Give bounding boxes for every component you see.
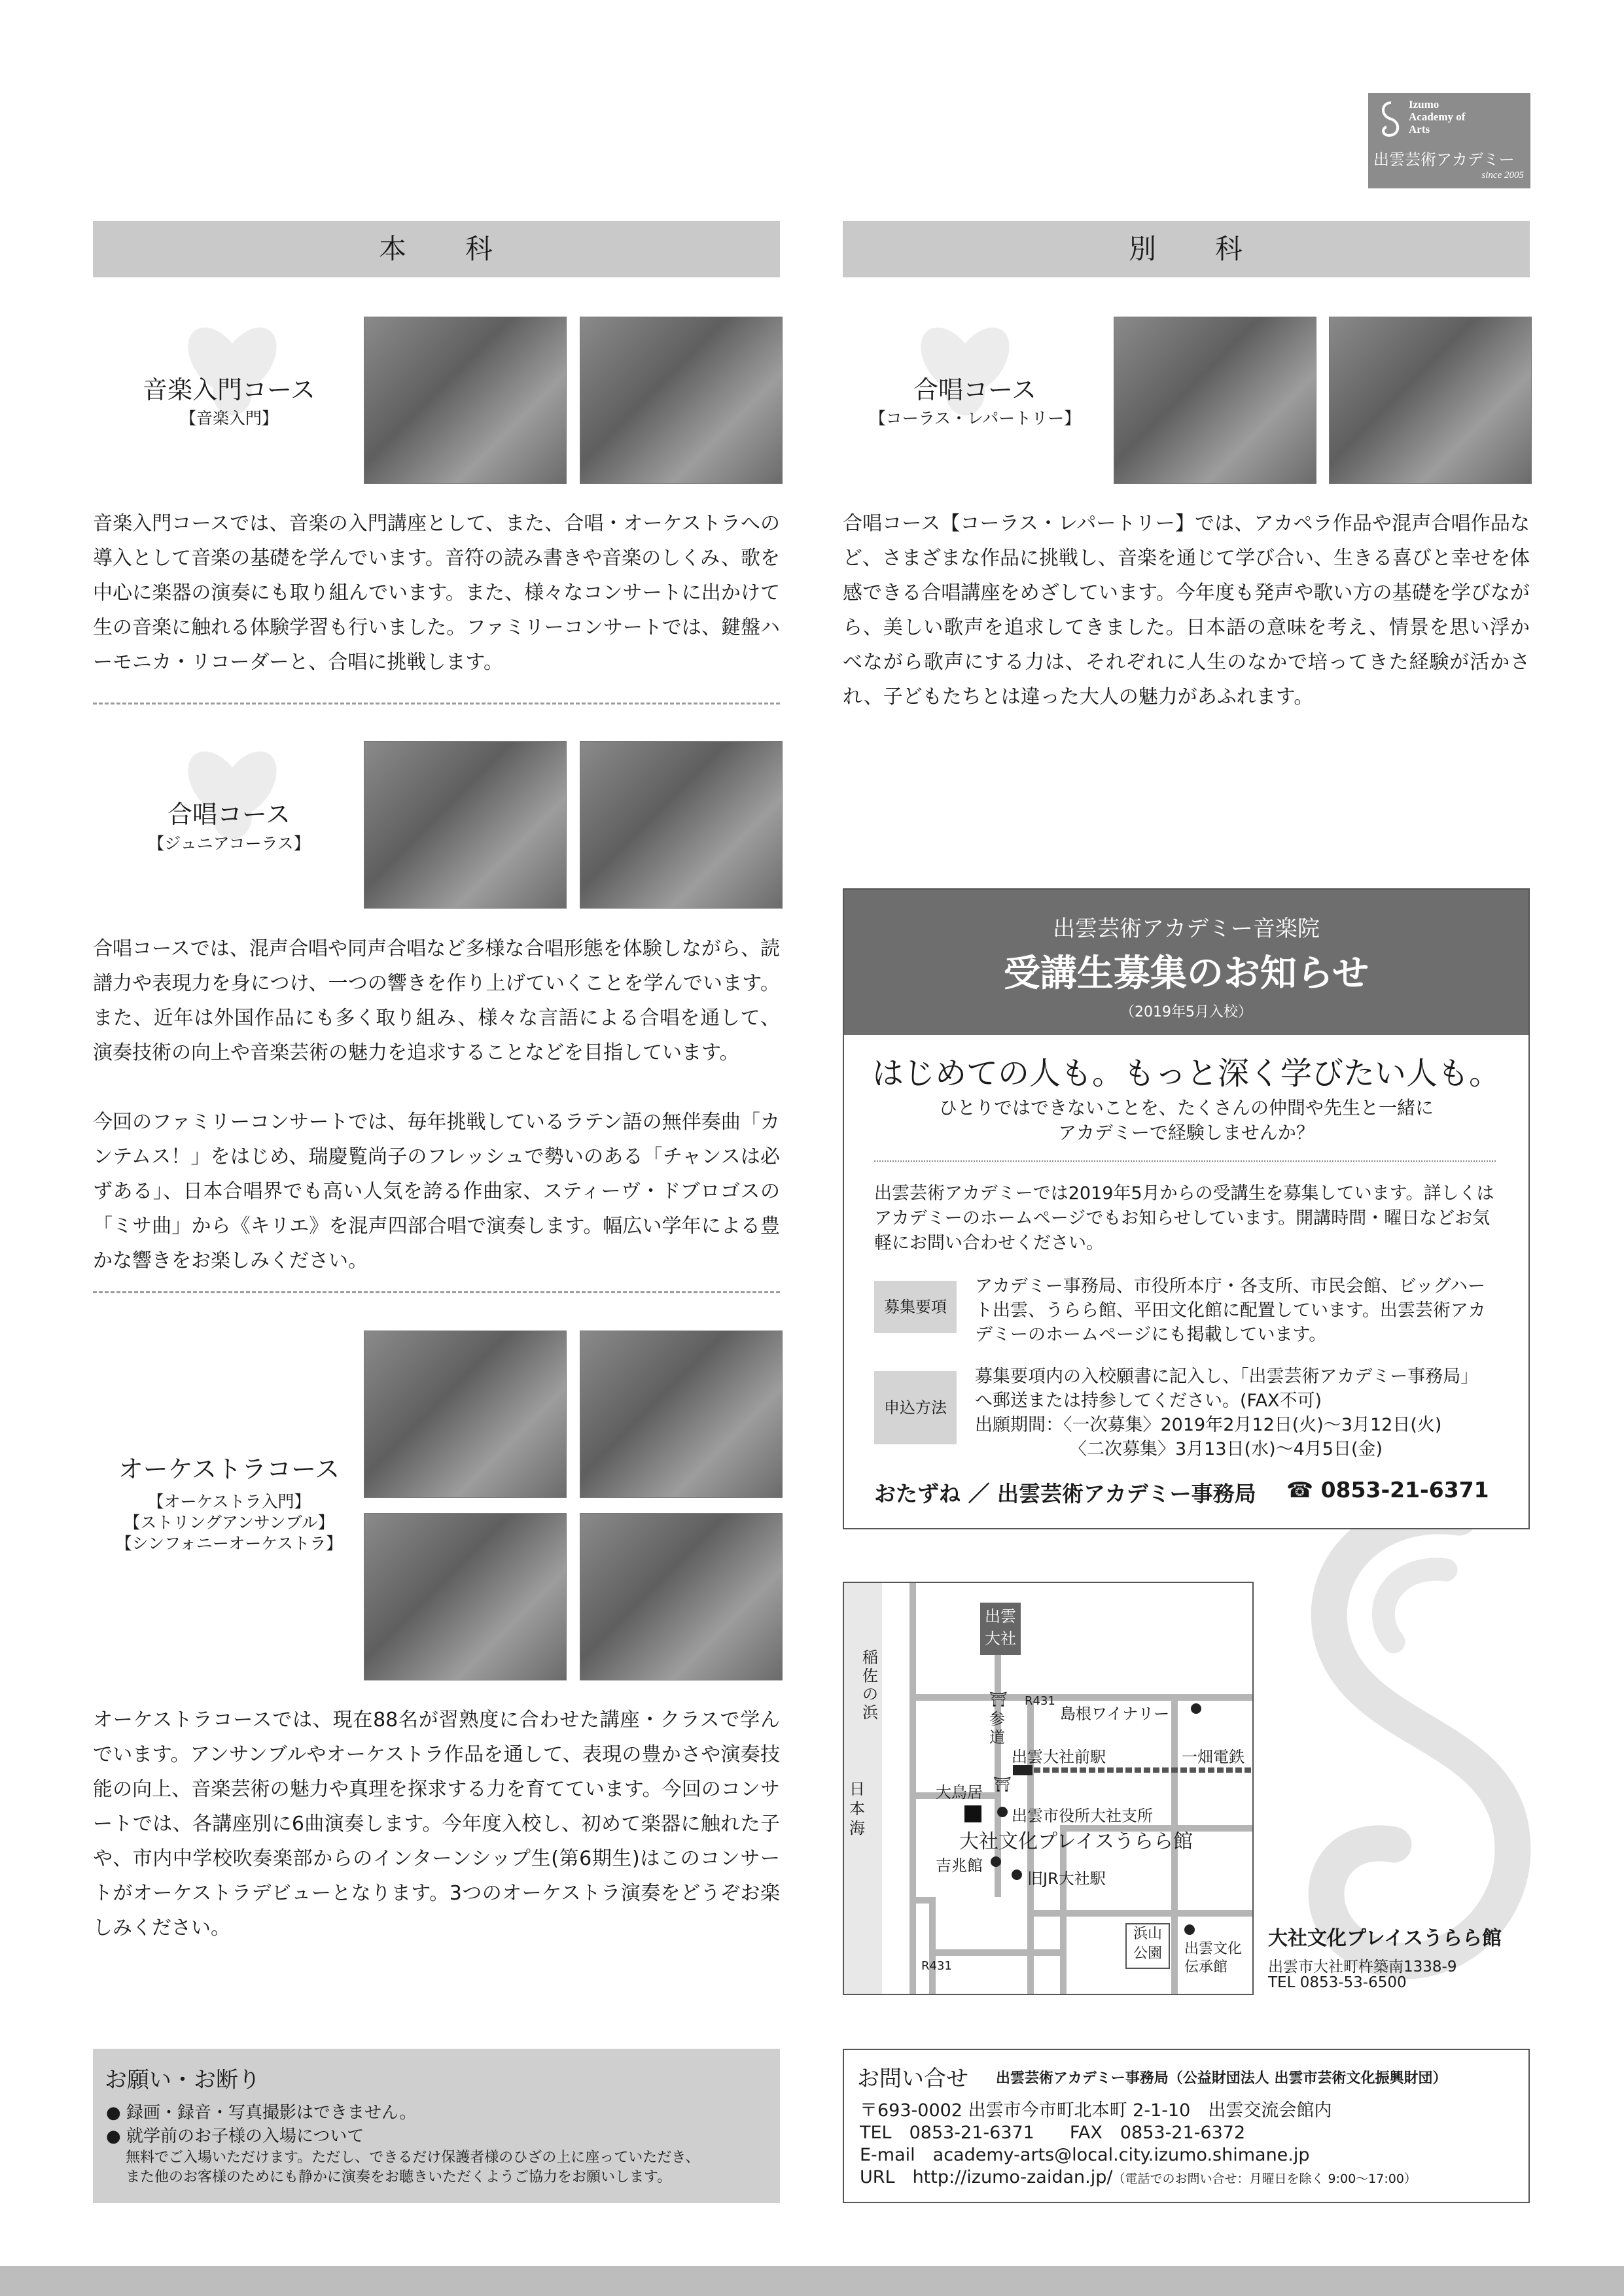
map-nihonkai-2: 本 bbox=[849, 1800, 865, 1818]
inquiry-url-note: （電話でのお問い合せ：月曜日を除く 9:00～17:00） bbox=[1112, 2172, 1417, 2186]
photo-orch-hall bbox=[580, 1513, 783, 1680]
recruit-sub2: アカデミーで経験しませんか？ bbox=[1058, 1122, 1315, 1143]
map-station: 出雲大社前駅 bbox=[1012, 1748, 1106, 1766]
recruit-contact-tel: ☎ 0853-21-6371 bbox=[1286, 1477, 1489, 1503]
inquiry-org: 出雲芸術アカデミー事務局（公益財団法人 出雲市芸術文化振興財団） bbox=[996, 2070, 1447, 2087]
izumo-taisha-box bbox=[980, 1603, 1021, 1655]
divider bbox=[93, 703, 780, 704]
venue-address: 出雲市大社町杵築南1338-9 bbox=[1268, 1958, 1457, 1975]
denshokan-marker bbox=[1184, 1924, 1195, 1935]
map-inasa-3: の bbox=[862, 1685, 878, 1703]
notice-box bbox=[93, 2049, 780, 2203]
photo-adult-chorus-hall bbox=[1114, 317, 1316, 484]
recruit-tag-guidelines: 募集要項 bbox=[874, 1281, 957, 1333]
recruit-box bbox=[843, 888, 1530, 1529]
old-station-marker bbox=[1012, 1870, 1022, 1880]
road bbox=[909, 1897, 936, 1904]
logo-since: since 2005 bbox=[1481, 170, 1524, 181]
course-intro-sub: 【音楽入門】 bbox=[179, 409, 278, 428]
treble-clef-decoration-icon bbox=[1263, 1491, 1544, 2146]
road bbox=[909, 1583, 916, 1994]
recruit-header bbox=[844, 890, 1528, 1035]
map-city-office: 出雲市役所大社支所 bbox=[1012, 1807, 1153, 1825]
notice-item2: 就学前のお子様の入場について bbox=[126, 2127, 364, 2146]
city-office-marker bbox=[997, 1807, 1008, 1817]
inquiry-title: お問い合せ bbox=[857, 2066, 968, 2092]
map-denshokan-1: 出雲文化 bbox=[1184, 1941, 1243, 1957]
photo-orch-cello bbox=[364, 1331, 567, 1498]
course-junior-text2: 今回のファミリーコンサートでは、毎年挑戦しているラテン語の無伴奏曲「カンテムス！」をはじめ、瑞慶覧尚子のフレッシュで勢いのある「チャンスは必ずある」、日本合唱界でも高い人気を誇る作曲家、スティーヴ・ドブロゴスの「ミサ曲」から《キリエ》を混声四部合唱で演奏します。幅広い学年による豊かな響きをお楽しみください。 bbox=[93, 1111, 780, 1272]
map-r431-bottom: R431 bbox=[921, 1959, 952, 1973]
recruit-divider bbox=[874, 1160, 1496, 1162]
logo-line3: Arts bbox=[1409, 123, 1430, 135]
inquiry-box bbox=[843, 2049, 1530, 2203]
venue-title: 大社文化プレイスうらら館 bbox=[1268, 1927, 1502, 1950]
map-sando-1: 参 bbox=[989, 1710, 1005, 1728]
recruit-tag-guidelines-text: アカデミー事務局、市役所本庁・各支所、市民会館、ビッグハート出雲、うらら館、平田文化館に配置しています。出雲芸術アカデミーのホームページにも掲載しています。 bbox=[975, 1276, 1486, 1345]
notice-item1: 録画・録音・写真撮影はできません。 bbox=[126, 2103, 417, 2123]
map-winery: 島根ワイナリー bbox=[1060, 1705, 1170, 1723]
photo-intro-floor bbox=[580, 317, 783, 484]
inquiry-email[interactable]: E-mail academy-arts@local.city.izumo.shimane.jp bbox=[860, 2145, 1310, 2165]
course-junior-text1: 合唱コースでは、混声合唱や同声合唱など多様な合唱形態を体験しながら、読譜力や表現力を身につけ、一つの響きを作り上げていくことを学んでいます。また、近年は外国作品にも多く取り組み、様々な言語による合唱を通して、演奏技術の向上や音楽芸術の魅力を追求することなどを目指しています。 bbox=[93, 937, 780, 1064]
bullet-icon: ● bbox=[106, 2103, 126, 2123]
footer-band bbox=[0, 2266, 1624, 2296]
treble-clef-logo-icon bbox=[1375, 99, 1407, 139]
railway-line bbox=[1034, 1767, 1254, 1773]
course-intro-text: 音楽入門コースでは、音楽の入門講座として、また、合唱・オーケストラへの導入として音楽の基礎を学んでいます。音符の読み書きや音楽のしくみ、歌を中心に楽器の演奏にも取り組んでいます。また、様々なコンサートに出かけて生の音楽に触れる体験学習も行いました。ファミリーコンサートでは、鍵盤ハーモニカ・リコーダーと、合唱に挑戦します。 bbox=[93, 512, 780, 674]
map-inasa-2: 佐 bbox=[862, 1667, 878, 1685]
recruit-apply-line4: 〈二次募集〉3月13日(水)～4月5日(金) bbox=[1069, 1439, 1383, 1459]
recruit-catch: はじめての人も。もっと深く学びたい人も。 bbox=[872, 1055, 1500, 1092]
course-orch-text: オーケストラコースでは、現在88名が習熟度に合わせた講座・クラスで学んでいます。アンサンブルやオーケストラ作品を通して、表現の豊かさや演奏技能の向上、音楽芸術の魅力や真理を探求する力を育てています。今回のコンサートでは、各講座別に6曲演奏します。今年度入校し、初めて楽器に触れた子や、市内中学校吹奏楽部からのインターンシップ生(第6期生)はこのコンサートがオーケストラデビューとなります。3つのオーケストラ演奏をどうぞお楽しみください。 bbox=[93, 1709, 780, 1939]
photo-adult-chorus-singers bbox=[1329, 317, 1532, 484]
photo-orch-winds bbox=[580, 1331, 783, 1498]
road bbox=[995, 1622, 1001, 1897]
bullet-icon: ● bbox=[106, 2127, 126, 2146]
torii-icon: ⛩ bbox=[989, 1692, 1008, 1708]
map-inasa-1: 稲 bbox=[862, 1648, 878, 1667]
course-orch-sub3: 【シンフォニーオーケストラ】 bbox=[115, 1534, 343, 1553]
map-ootorii: 大鳥居 bbox=[936, 1783, 983, 1801]
course-adult-text: 合唱コース【コーラス・レパートリー】では、アカペラ作品や混声合唱作品など、さまざまな作品に挑戦し、音楽を通じて学び合い、生きる喜びと幸せを体感できる合唱講座をめざしています。今年度も発声や歌い方の基礎を学びながら、美しい歌声を追求してきました。日本語の意味を考え、情景を思い浮かべながら歌声にする力は、それぞれに人生のなかで培ってきた経験が活かされ、子どもたちとは違った大人の魅力があふれます。 bbox=[843, 512, 1530, 708]
map-railway: 一畑電鉄 bbox=[1182, 1748, 1244, 1766]
map-nihonkai-1: 日 bbox=[849, 1780, 865, 1798]
recruit-tag-apply: 申込方法 bbox=[874, 1371, 957, 1444]
photo-orch-violins bbox=[364, 1513, 567, 1680]
inquiry-address: 〒693-0002 出雲市今市町北本町 2-1-10 出雲交流会館内 bbox=[860, 2100, 1332, 2121]
kikkan-marker bbox=[991, 1856, 1001, 1867]
course-junior-title: 合唱コース bbox=[167, 800, 291, 829]
recruit-contact-label: おたずね ／ 出雲芸術アカデミー事務局 bbox=[874, 1481, 1256, 1506]
map-taisha-2: 大社 bbox=[985, 1629, 1016, 1648]
map-venue: 大社文化プレイスうらら館 bbox=[959, 1830, 1193, 1853]
recruit-apply-line3: 出願期間：〈一次募集〉2019年2月12日(火)～3月12日(火) bbox=[975, 1415, 1442, 1435]
course-adult-title: 合唱コース bbox=[913, 375, 1037, 404]
venue-tel: TEL 0853-53-6500 bbox=[1268, 1974, 1407, 1991]
course-adult-sub: 【コーラス・レパートリー】 bbox=[869, 409, 1081, 428]
course-junior-sub: 【ジュニアコーラス】 bbox=[148, 834, 310, 853]
course-orch-sub2: 【ストリングアンサンブル】 bbox=[124, 1513, 334, 1532]
left-section-header: 本 科 bbox=[93, 221, 780, 277]
map-hamayama-1: 浜山 bbox=[1133, 1926, 1162, 1942]
photo-intro-piano bbox=[364, 317, 567, 484]
course-orch-title: オーケストラコース bbox=[118, 1455, 340, 1484]
recruit-org: 出雲芸術アカデミー音楽院 bbox=[1053, 916, 1320, 942]
recruit-date: （2019年5月入校） bbox=[1120, 1004, 1252, 1020]
logo-jp: 出雲芸術アカデミー bbox=[1373, 150, 1515, 169]
recruit-apply-line2: へ郵送または持参してください。(FAX不可) bbox=[975, 1391, 1322, 1411]
map-kikkan: 吉兆館 bbox=[936, 1856, 983, 1875]
road bbox=[909, 1694, 1254, 1701]
course-intro-title: 音楽入門コース bbox=[142, 375, 316, 404]
map-inasa-4: 浜 bbox=[862, 1703, 878, 1722]
notice-item2-detail1: 無料でご入場いただけます。ただし、できるだけ保護者様のひざの上に座っていただき、 bbox=[126, 2149, 700, 2166]
notice-title: お願い・お断り bbox=[105, 2067, 260, 2093]
access-map bbox=[843, 1582, 1254, 1995]
map-denshokan-2: 伝承館 bbox=[1184, 1959, 1228, 1975]
recruit-title: 受講生募集のお知らせ bbox=[1003, 952, 1369, 995]
venue-marker bbox=[964, 1805, 981, 1822]
inquiry-tel: TEL 0853-21-6371 FAX 0853-21-6372 bbox=[860, 2123, 1246, 2143]
photo-junior-singers bbox=[580, 741, 783, 909]
winery-marker bbox=[1191, 1703, 1201, 1714]
map-nihonkai-3: 海 bbox=[849, 1819, 865, 1837]
course-orch-sub1: 【オーケストラ入門】 bbox=[147, 1492, 311, 1511]
map-taisha-1: 出雲 bbox=[985, 1607, 1016, 1626]
notice-item2-detail2: また他のお客様のためにも静かに演奏をお聴きいただくようご協力をお願いします。 bbox=[126, 2169, 672, 2185]
recruit-sub1: ひとりではできないことを、たくさんの仲間や先生と一緒に bbox=[938, 1097, 1434, 1119]
right-section-header: 別 科 bbox=[843, 221, 1530, 277]
logo-line1: Izumo bbox=[1409, 98, 1439, 111]
inquiry-url[interactable]: URL http://izumo-zaidan.jp/ bbox=[860, 2167, 1113, 2187]
map-sando-2: 道 bbox=[989, 1728, 1005, 1747]
photo-junior-rehearsal bbox=[364, 741, 567, 909]
recruit-apply-line1: 募集要項内の入校願書に記入し、「出雲芸術アカデミー事務局」 bbox=[975, 1366, 1479, 1387]
hamayama-box bbox=[1125, 1923, 1170, 1969]
recruit-body: 出雲芸術アカデミーでは2019年5月からの受講生を募集しています。詳しくはアカデミーのホームページでもお知らせしています。開講時間・曜日などお気軽にお問い合わせください。 bbox=[874, 1183, 1494, 1253]
logo-line2: Academy of bbox=[1409, 111, 1466, 123]
road bbox=[929, 1949, 1060, 1956]
map-old-station: 旧JR大社駅 bbox=[1027, 1870, 1106, 1888]
academy-logo bbox=[1368, 93, 1530, 188]
torii-icon: ⛩ bbox=[993, 1777, 1012, 1793]
map-r431-top: R431 bbox=[1025, 1694, 1055, 1708]
map-hamayama-2: 公園 bbox=[1133, 1945, 1162, 1962]
road bbox=[929, 1897, 936, 1994]
divider bbox=[93, 1291, 780, 1293]
